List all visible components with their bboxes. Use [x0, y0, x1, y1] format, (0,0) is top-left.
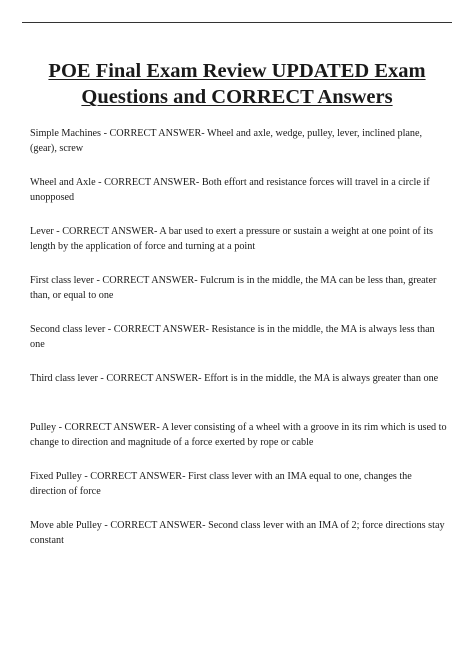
page-title: POE Final Exam Review UPDATED Exam Questions and CORRECT Answers: [48, 60, 426, 108]
qa-entry-text: Second class lever - CORRECT ANSWER- Resistance is in the middle, the MA is always less than one: [30, 324, 435, 350]
qa-entry-text: Lever - CORRECT ANSWER- A bar used to exert a pressure or sustain a weight at one point of its length by the application of force and turning at a point: [30, 226, 433, 252]
qa-entry-third-class-lever: [30, 371, 448, 420]
qa-entry-text: Move able Pulley - CORRECT ANSWER- Second class lever with an IMA of 2; force directions stay constant: [30, 520, 445, 546]
qa-entry-text: Simple Machines - CORRECT ANSWER- Wheel and axle, wedge, pulley, lever, inclined plane, (gear), screw: [30, 128, 423, 154]
qa-entry-text: Wheel and Axle - CORRECT ANSWER- Both effort and resistance forces will travel in a circle if unopposed: [30, 177, 430, 203]
qa-list: [30, 126, 448, 567]
qa-entry-simple-machines: [30, 126, 448, 175]
qa-entry-wheel-and-axle: [30, 175, 448, 224]
qa-entry-text: Third class lever - CORRECT ANSWER- Effort is in the middle, the MA is always greater than one: [30, 373, 439, 384]
qa-entry-fixed-pulley: [30, 469, 448, 518]
qa-entry-lever: [30, 224, 448, 273]
qa-entry-text: First class lever - CORRECT ANSWER- Fulcrum is in the middle, the MA can be less than, greater than, or equal to one: [30, 275, 437, 301]
qa-entry-first-class-lever: [30, 273, 448, 322]
qa-entry-pulley: [30, 420, 448, 469]
qa-entry-text: Fixed Pulley - CORRECT ANSWER- First class lever with an IMA equal to one, changes the direction of force: [30, 471, 412, 497]
top-divider: [22, 22, 452, 23]
qa-entry-movable-pulley: [30, 518, 448, 567]
qa-entry-second-class-lever: [30, 322, 448, 371]
qa-entry-text: Pulley - CORRECT ANSWER- A lever consisting of a wheel with a groove in its rim which is used to change to direction and magnitude of a force exerted by rope or cable: [30, 422, 447, 448]
